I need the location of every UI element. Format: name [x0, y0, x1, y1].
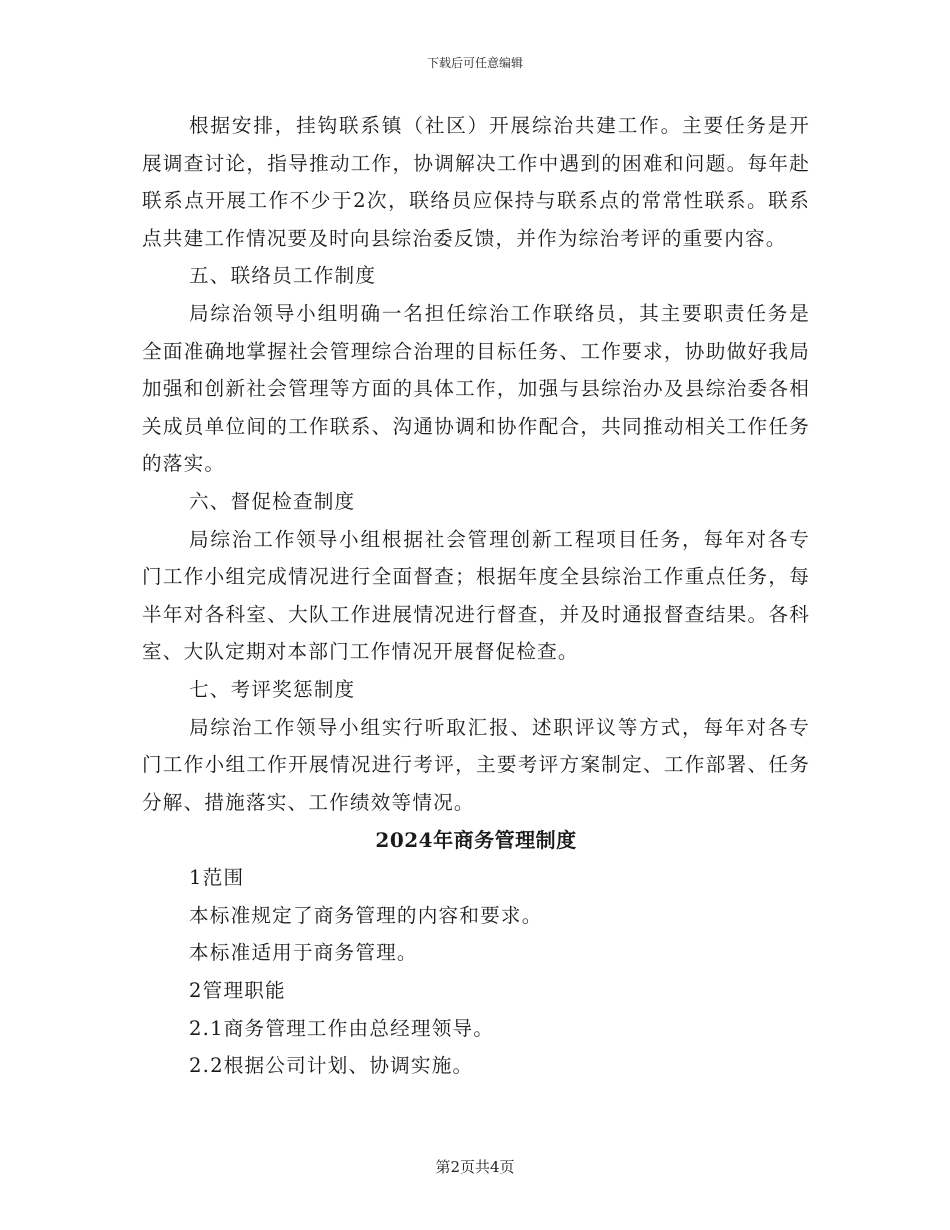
section-heading-6: 六、督促检查制度: [189, 489, 356, 513]
document-body: [142, 107, 810, 1085]
clause-1-text-b: 本标准适用于商务管理。: [189, 941, 418, 965]
clause-1-scope: 1范围: [189, 866, 245, 890]
clause-1-text-a: 本标准规定了商务管理的内容和要求。: [189, 903, 543, 927]
paragraph-liaison-points: 根据安排，挂钩联系镇（社区）开展综治共建工作。主要任务是开展调查讨论，指导推动工作，协调解决工作中遇到的困难和问题。每年赴联系点开展工作不少于2次，联络员应保持与联系点的常常性联系。联系点共建工作情况要及时向县综治委反馈，并作为综治考评的重要内容。: [142, 114, 810, 250]
clause-2-1: 2.1商务管理工作由总经理领导。: [189, 1016, 495, 1040]
paragraph-liaison-officer: 局综治领导小组明确一名担任综治工作联络员，其主要职责任务是全面准确地掌握社会管理综合治理的目标任务、工作要求，协助做好我局加强和创新社会管理等方面的具体工作，加强与县综治办及县综治委各相关成员单位间的工作联系、沟通协调和协作配合，共同推动相关工作任务的落实。: [142, 301, 810, 476]
page-header: 下载后可任意编辑: [426, 56, 523, 70]
clause-2-functions: 2管理职能: [189, 979, 286, 1003]
document-title: 2024年商务管理制度: [375, 828, 577, 853]
section-heading-5: 五、联络员工作制度: [189, 264, 377, 288]
clause-2-2: 2.2根据公司计划、协调实施。: [189, 1054, 474, 1078]
page-number: 第2页共4页: [435, 1158, 515, 1176]
paragraph-evaluation: 局综治工作领导小组实行听取汇报、述职评议等方式，每年对各专门工作小组工作开展情况进行考评，主要考评方案制定、工作部署、任务分解、措施落实、工作绩效等情况。: [142, 715, 810, 814]
paragraph-supervision: 局综治工作领导小组根据社会管理创新工程项目任务，每年对各专门工作小组完成情况进行全面督查；根据年度全县综治工作重点任务，每半年对各科室、大队工作进展情况进行督查，并及时通报督查结果。各科室、大队定期对本部门工作情况开展督促检查。: [142, 527, 810, 664]
section-heading-7: 七、考评奖惩制度: [189, 677, 356, 701]
